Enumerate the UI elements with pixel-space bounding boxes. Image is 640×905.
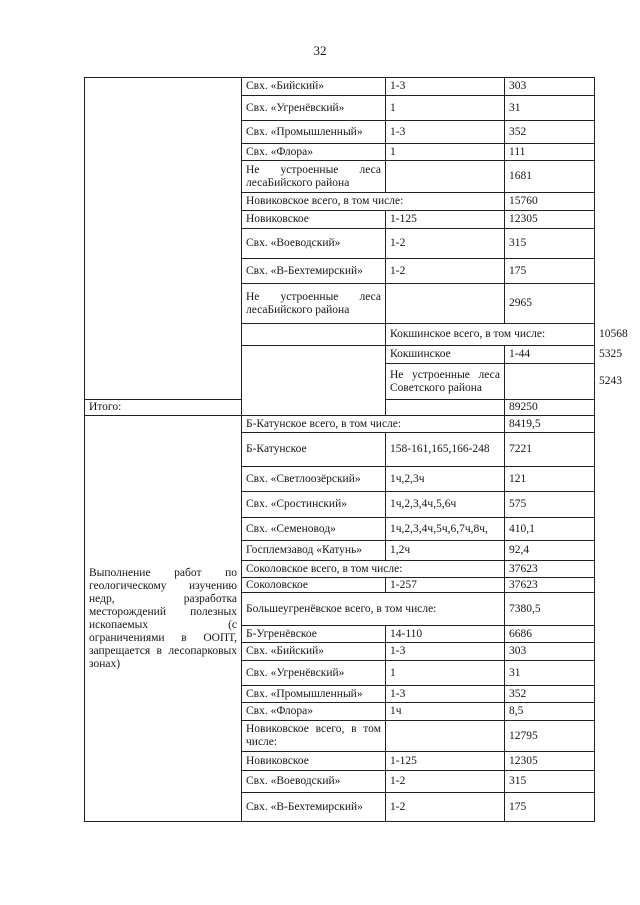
unit-cell: Новиковское xyxy=(242,211,386,229)
quarter-cell xyxy=(386,161,505,193)
quarter-cell: 1-3 xyxy=(386,686,505,703)
unit-cell: Свх. «В-Бехтемирский» xyxy=(242,793,386,822)
unit-cell: Кокшинское xyxy=(386,346,505,364)
table-row: Кокшинское 1-44 5325 xyxy=(85,346,595,364)
unit-cell: Не устроенные леса лесаБийского района xyxy=(242,284,386,324)
area-cell: 175 xyxy=(505,259,595,284)
quarter-cell: 1-125 xyxy=(386,752,505,771)
unit-cell: Свх. «В-Бехтемирский» xyxy=(242,259,386,284)
quarter-cell: 1 xyxy=(386,661,505,686)
quarter-cell xyxy=(386,400,505,416)
quarter-cell xyxy=(386,284,505,324)
unit-cell: Свх. «Воеводский» xyxy=(242,229,386,259)
quarter-cell: 1-125 xyxy=(386,211,505,229)
quarter-cell: 1ч,2,3,4ч,5,6ч xyxy=(386,492,505,518)
area-cell: 37623 xyxy=(505,578,595,593)
quarter-cell: 1-2 xyxy=(386,793,505,822)
unit-cell: Новиковское xyxy=(242,752,386,771)
quarter-cell: 1-3 xyxy=(386,78,505,96)
unit-cell: Свх. «Сростинский» xyxy=(242,492,386,518)
quarter-cell: 1-2 xyxy=(386,259,505,284)
table-body xyxy=(85,78,628,822)
unit-cell: Соколовское всего, в том числе: xyxy=(242,561,505,578)
unit-cell: Свх. «Светлоозёрский» xyxy=(242,467,386,492)
section-cell: Выполнение работ по геологическому изучению недр, разработка месторождений полезных ископаемых (с ограничениями в ООПТ, запрещается в лесопарковых зонах) xyxy=(85,416,242,822)
unit-cell: Свх. «Флора» xyxy=(242,144,386,161)
area-cell: 15760 xyxy=(505,193,595,211)
area-cell: 12305 xyxy=(505,752,595,771)
page-number: 32 xyxy=(313,43,327,58)
area-cell: 315 xyxy=(505,771,595,793)
area-cell: 89250 xyxy=(505,400,595,416)
area-cell: 7221 xyxy=(505,433,595,467)
quarter-cell xyxy=(505,364,595,400)
area-cell: 303 xyxy=(505,78,595,96)
quarter-cell xyxy=(386,721,505,752)
unit-cell: Свх. «Угренёвский» xyxy=(242,661,386,686)
area-cell: 2965 xyxy=(505,284,595,324)
section-cell xyxy=(242,324,386,346)
area-cell: 8,5 xyxy=(505,703,595,721)
unit-cell: Б-Катунское всего, в том числе: xyxy=(242,416,505,433)
table-row xyxy=(85,416,595,433)
quarter-cell: 1-2 xyxy=(386,229,505,259)
unit-cell: Итого: xyxy=(85,400,242,416)
area-cell: 37623 xyxy=(505,561,595,578)
area-cell: 31 xyxy=(505,96,595,121)
unit-cell: Свх. «Воеводский» xyxy=(242,771,386,793)
table-row: Не устроенные леса Советского района 5243 xyxy=(85,364,595,400)
quarter-cell: 158-161,165,166-248 xyxy=(386,433,505,467)
quarter-cell: 1ч,2,3,4ч,5ч,6,7ч,8ч, xyxy=(386,518,505,541)
quarter-cell: 1,2ч xyxy=(386,541,505,561)
unit-cell: Кокшинское всего, в том числе: xyxy=(386,324,595,346)
unit-cell: Не устроенные леса лесаБийского района xyxy=(242,161,386,193)
quarter-cell: 14-110 xyxy=(386,626,505,643)
unit-cell: Новиковское всего, в том числе: xyxy=(242,193,505,211)
unit-cell: Большеугренёвское всего, в том числе: xyxy=(242,593,505,626)
area-cell: 352 xyxy=(505,121,595,144)
quarter-cell: 1-44 xyxy=(505,346,595,364)
unit-cell: Не устроенные леса Советского района xyxy=(386,364,505,400)
unit-cell: Свх. «Угренёвский» xyxy=(242,96,386,121)
unit-cell: Госплемзавод «Катунь» xyxy=(242,541,386,561)
area-cell: 1681 xyxy=(505,161,595,193)
quarter-cell: 1-3 xyxy=(386,121,505,144)
unit-cell: Свх. «Промышленный» xyxy=(242,686,386,703)
area-cell: 175 xyxy=(505,793,595,822)
area-cell: 12795 xyxy=(505,721,595,752)
area-cell: 8419,5 xyxy=(505,416,595,433)
area-cell: 7380,5 xyxy=(505,593,595,626)
quarter-cell: 1-257 xyxy=(386,578,505,593)
area-cell: 410,1 xyxy=(505,518,595,541)
unit-cell: Свх. «Семеновод» xyxy=(242,518,386,541)
area-cell: 92,4 xyxy=(505,541,595,561)
area-cell: 315 xyxy=(505,229,595,259)
section-cell xyxy=(242,346,386,416)
quarter-cell: 1ч,2,3ч xyxy=(386,467,505,492)
unit-cell: Свх. «Промышленный» xyxy=(242,121,386,144)
forest-units-table xyxy=(84,77,628,822)
unit-cell: Соколовское xyxy=(242,578,386,593)
section-cell xyxy=(85,78,242,400)
area-cell: 352 xyxy=(505,686,595,703)
table-row xyxy=(85,78,595,96)
quarter-cell: 1-3 xyxy=(386,643,505,661)
unit-cell: Свх. «Флора» xyxy=(242,703,386,721)
area-cell: 6686 xyxy=(505,626,595,643)
area-cell: 12305 xyxy=(505,211,595,229)
area-cell: 575 xyxy=(505,492,595,518)
unit-cell: Б-Катунское xyxy=(242,433,386,467)
area-cell: 303 xyxy=(505,643,595,661)
quarter-cell: 1 xyxy=(386,96,505,121)
quarter-cell: 1ч xyxy=(386,703,505,721)
area-cell: 121 xyxy=(505,467,595,492)
quarter-cell: 1-2 xyxy=(386,771,505,793)
unit-cell: Новиковское всего, в том числе: xyxy=(242,721,386,752)
table-row: Кокшинское всего, в том числе: 10568 xyxy=(85,324,595,346)
unit-cell: Свх. «Бийский» xyxy=(242,78,386,96)
quarter-cell: 1 xyxy=(386,144,505,161)
unit-cell: Свх. «Бийский» xyxy=(242,643,386,661)
unit-cell: Б-Угренёвское xyxy=(242,626,386,643)
area-cell: 31 xyxy=(505,661,595,686)
area-cell: 111 xyxy=(505,144,595,161)
